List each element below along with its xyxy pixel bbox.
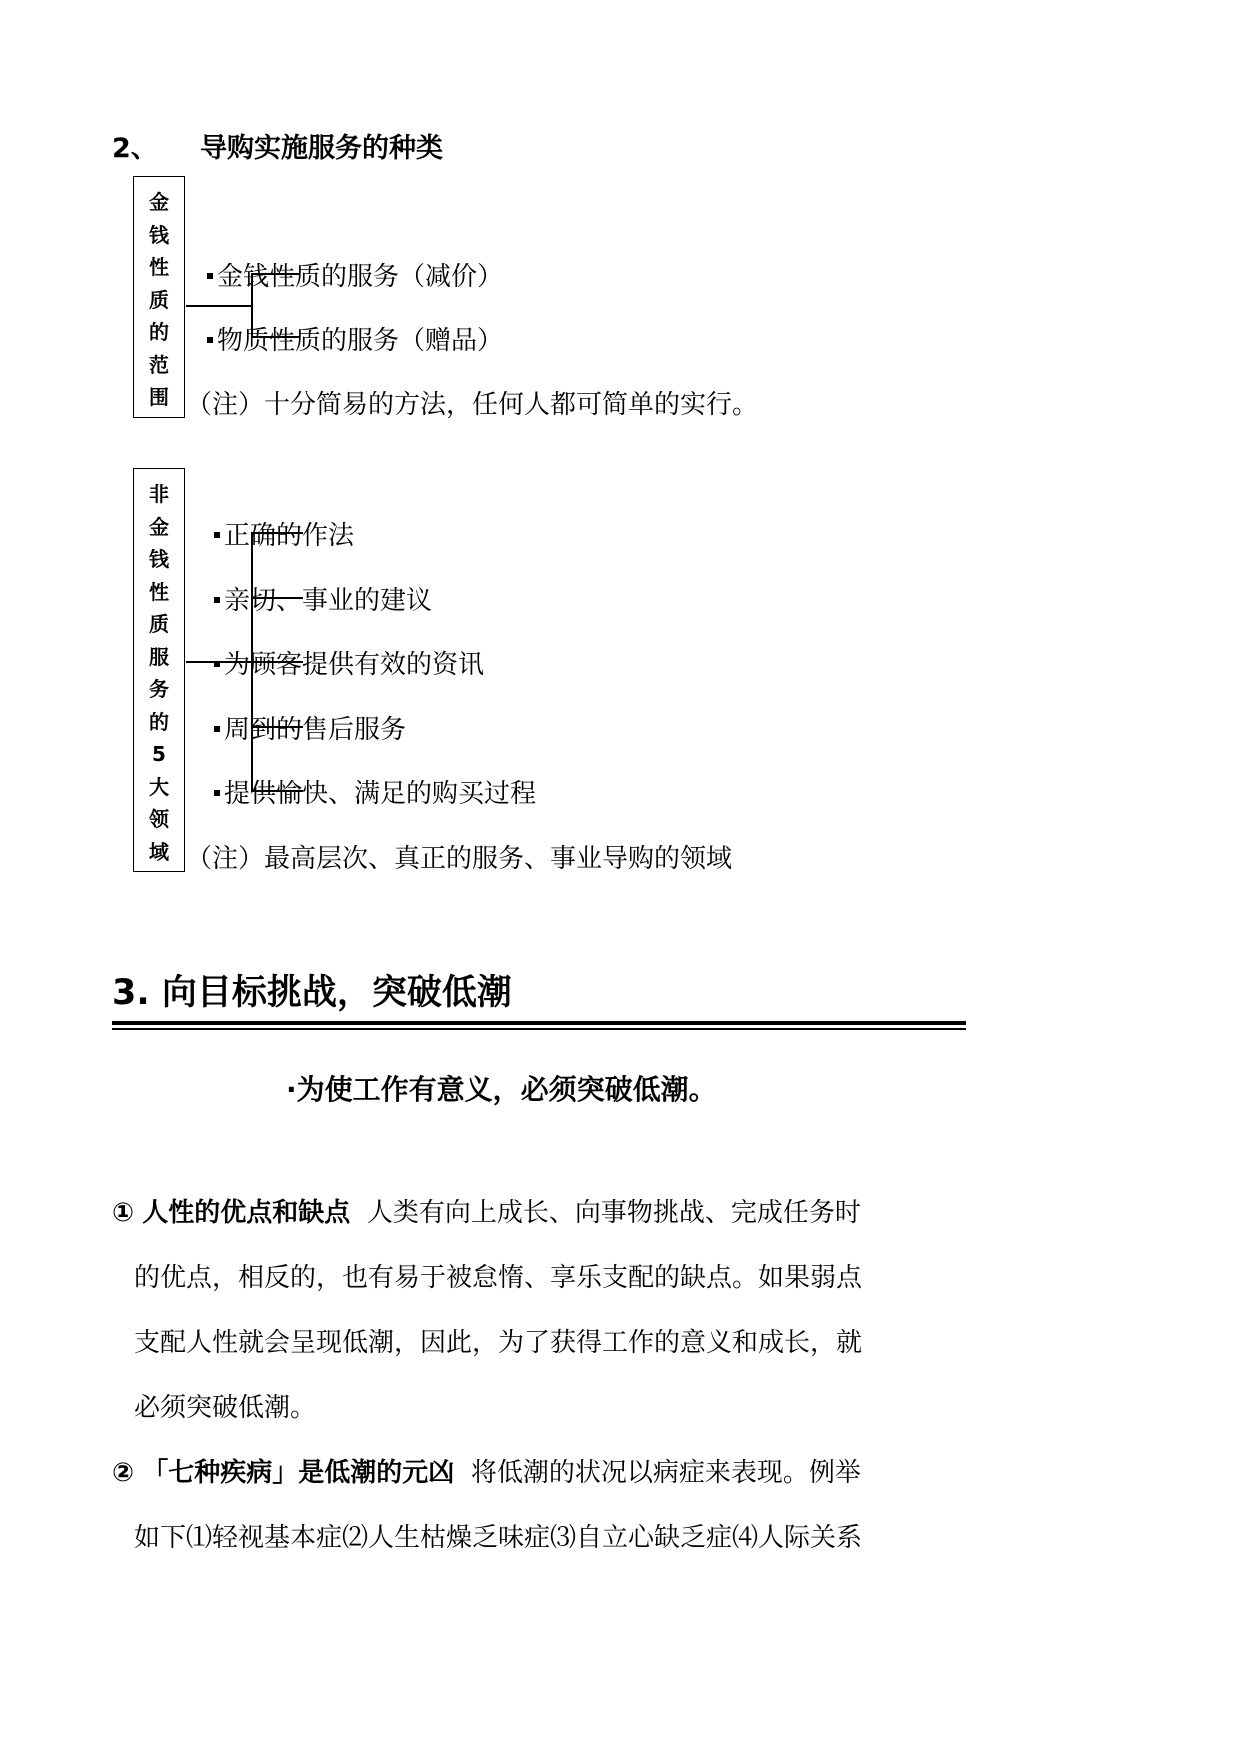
section-2-heading	[112, 126, 443, 165]
bullet-icon	[214, 597, 220, 603]
box-char: 钱	[149, 222, 169, 247]
box-char: 质	[149, 287, 169, 312]
bullet-icon	[214, 532, 220, 538]
non-monetary-item	[214, 580, 432, 617]
bullet-icon	[214, 726, 220, 732]
box-char: 非	[149, 482, 169, 506]
section-3-lead: ·为使工作有意义，必须突破低潮。	[286, 1073, 717, 1106]
monetary-item-text: 物质性质的服务（赠品）	[217, 326, 504, 356]
box-char: 的	[149, 709, 169, 734]
box-char: 服	[149, 644, 169, 669]
bullet-icon	[207, 273, 213, 279]
box-char: 性	[149, 579, 169, 604]
section-3-heading: 3. 向目标挑战，突破低潮	[112, 973, 512, 1013]
box-char: 金	[149, 190, 169, 214]
section-2-number: 2、	[112, 133, 158, 164]
non-monetary-item	[214, 515, 354, 552]
circled-number-2: ②	[112, 1458, 135, 1488]
monetary-item-text: 金钱性质的服务（减价）	[217, 262, 504, 292]
non-monetary-item-text: 为顾客提供有效的资讯	[224, 650, 485, 680]
box-char: 5	[152, 742, 166, 766]
non-monetary-item-text: 正确的作法	[224, 521, 355, 551]
bullet-icon	[214, 790, 220, 796]
box-char: 领	[149, 807, 169, 831]
monetary-note: （注）十分简易的方法，任何人都可简单的实行。	[186, 390, 759, 420]
section-2-title: 导购实施服务的种类	[200, 133, 443, 164]
paragraph-1-title: 人性的优点和缺点	[142, 1198, 351, 1228]
monetary-scope-box	[133, 176, 185, 418]
non-monetary-domains-box	[133, 468, 185, 872]
box-char: 域	[149, 839, 169, 864]
monetary-item	[207, 256, 503, 293]
box-char: 金	[149, 514, 169, 539]
paragraph-1-text: 人类有向上成长、向事物挑战、完成任务时	[366, 1198, 861, 1228]
box-char: 的	[149, 320, 169, 344]
heading-rule	[112, 1028, 966, 1030]
non-monetary-item	[214, 773, 536, 810]
box-char: 钱	[149, 547, 169, 571]
paragraph-2-title: 「七种疾病」是低潮的元凶	[142, 1458, 455, 1488]
monetary-item	[207, 320, 503, 357]
paragraph-1-line: 必须突破低潮。	[134, 1393, 317, 1423]
heading-rule	[112, 1021, 966, 1025]
paragraph-2-line	[112, 1452, 861, 1489]
paragraph-2-text: 将低潮的状况以病症来表现。例举	[470, 1458, 861, 1488]
connector-line	[186, 305, 252, 307]
non-monetary-item	[214, 644, 484, 681]
bullet-icon	[207, 337, 213, 343]
box-char: 质	[149, 612, 169, 636]
non-monetary-item-text: 周到的售后服务	[224, 715, 407, 745]
circled-number-1: ①	[112, 1198, 135, 1228]
non-monetary-item-text: 提供愉快、满足的购买过程	[224, 779, 537, 809]
non-monetary-item-text: 亲切、事业的建议	[224, 586, 433, 616]
bullet-icon	[214, 661, 220, 667]
box-char: 性	[149, 255, 169, 279]
paragraph-1-line: 的优点，相反的，也有易于被怠惰、享乐支配的缺点。如果弱点	[134, 1263, 863, 1293]
box-char: 大	[149, 774, 169, 799]
non-monetary-note: （注）最高层次、真正的服务、事业导购的领域	[186, 844, 733, 874]
box-char: 范	[149, 352, 169, 377]
box-char: 围	[149, 385, 169, 409]
paragraph-2-line: 如下⑴轻视基本症⑵人生枯燥乏味症⑶自立心缺乏症⑷人际关系	[134, 1523, 863, 1553]
non-monetary-item	[214, 709, 406, 746]
box-char: 务	[149, 677, 169, 701]
paragraph-1-line	[112, 1192, 861, 1229]
paragraph-1-line: 支配人性就会呈现低潮，因此，为了获得工作的意义和成长，就	[134, 1328, 863, 1358]
